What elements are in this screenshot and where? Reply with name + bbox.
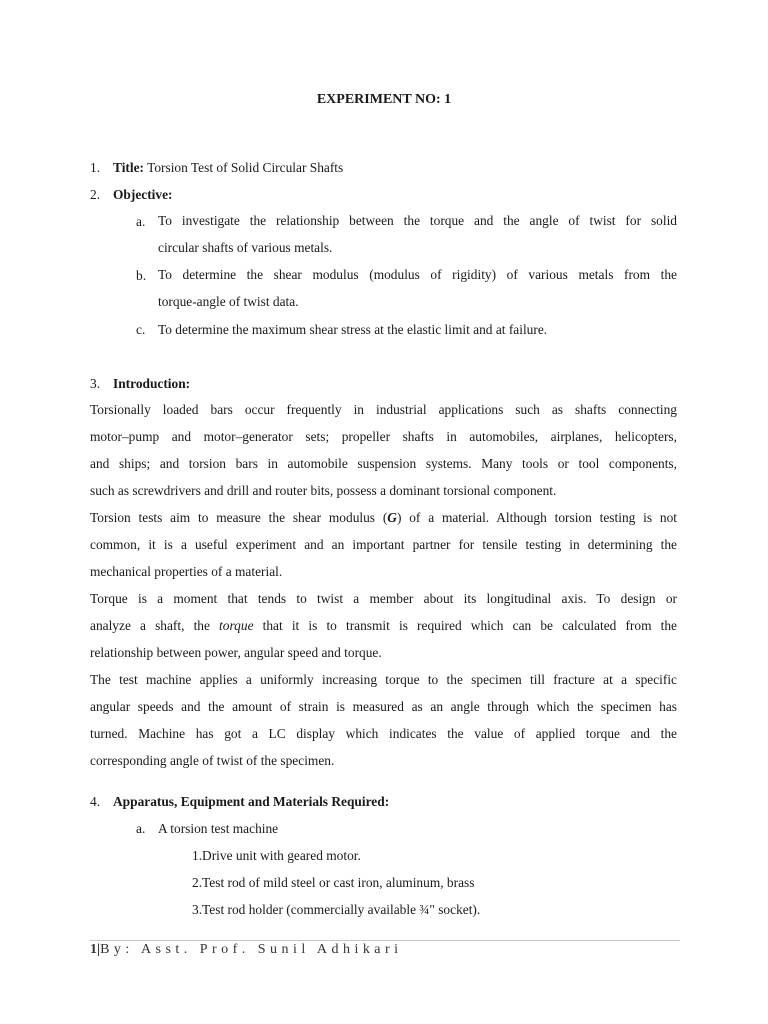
apparatus-a-text: A torsion test machine [158, 821, 279, 836]
intro-paragraph-2 [90, 504, 677, 585]
intro-p1-line1: Torsionally loaded bars occur frequently in industrial applications such as shafts connecting [90, 402, 677, 417]
objective-marker-b: b. [136, 268, 147, 283]
objective-marker-c: c. [136, 322, 146, 337]
footer-author: By: Asst. Prof. Sunil Adhikari [100, 942, 403, 957]
introduction-label: Introduction: [113, 376, 191, 391]
objective-item-a [158, 207, 677, 261]
intro-p3-pre: analyze a shaft, the [90, 618, 220, 633]
apparatus-label: Apparatus, Equipment and Materials Required: [113, 794, 390, 809]
apparatus-sub-item-3: 3.Test rod holder (commercially available ¾" socket). [192, 902, 481, 917]
intro-p3-line2 [90, 612, 677, 639]
page-footer [90, 942, 403, 958]
item-number-3: 3. [90, 376, 101, 391]
objective-item-b [158, 261, 677, 315]
intro-p2-post: ) of a material. Although torsion testing is not [396, 510, 677, 525]
apparatus-sub-item-2: 2.Test rod of mild steel or cast iron, aluminum, brass [192, 875, 475, 890]
page-title: EXPERIMENT NO: 1 [316, 92, 452, 107]
torque-emphasis: torque [219, 618, 254, 633]
intro-p4-line2: angular speeds and the amount of strain is measured as an angle through which the specimen has [90, 699, 677, 714]
title-label: Title: [113, 160, 144, 175]
intro-p2-line1 [90, 504, 677, 531]
intro-paragraph-3 [90, 585, 677, 666]
objective-b-line2: torque-angle of twist data. [158, 294, 299, 309]
intro-p4-line4: corresponding angle of twist of the specimen. [90, 753, 335, 768]
item-number-2: 2. [90, 187, 101, 202]
item-number-1: 1. [90, 160, 101, 175]
title-text: Torsion Test of Solid Circular Shafts [144, 160, 344, 175]
intro-p1-line3: and ships; and torsion bars in automobile suspension systems. Many tools or tool components, [90, 456, 677, 471]
page-number: 1 [90, 942, 97, 957]
item-number-4: 4. [90, 794, 101, 809]
intro-p4-line3: turned. Machine has got a LC display which indicates the value of applied torque and the [90, 726, 677, 741]
intro-p3-line1: Torque is a moment that tends to twist a member about its longitudinal axis. To design or [90, 591, 677, 606]
intro-p3-post: that it is to transmit is required which can be calculated from the [253, 618, 677, 633]
intro-p2-line2: common, it is a useful experiment and an important partner for tensile testing in determining the [90, 537, 677, 552]
intro-p1-line4: such as screwdrivers and drill and router bits, possess a dominant torsional component. [90, 483, 557, 498]
intro-paragraph-4 [90, 666, 677, 774]
intro-p3-line3: relationship between power, angular speed and torque. [90, 645, 382, 660]
shear-modulus-symbol: G [387, 510, 397, 525]
intro-p1-line2: motor–pump and motor–generator sets; propeller shafts in automobiles, airplanes, helicopters, [90, 429, 677, 444]
objective-label: Objective: [113, 187, 173, 202]
objective-a-line1: To investigate the relationship between the torque and the angle of twist for solid [158, 213, 677, 228]
intro-p2-pre: Torsion tests aim to measure the shear modulus ( [90, 510, 388, 525]
title-line [113, 160, 343, 176]
intro-paragraph-1 [90, 396, 677, 504]
apparatus-sub-item-1: 1.Drive unit with geared motor. [192, 848, 361, 863]
footer-divider [90, 940, 680, 941]
objective-a-line2: circular shafts of various metals. [158, 240, 333, 255]
intro-p2-line3: mechanical properties of a material. [90, 564, 283, 579]
objective-marker-a: a. [136, 214, 146, 229]
objective-c-text: To determine the maximum shear stress at the elastic limit and at failure. [158, 322, 548, 337]
objective-b-line1: To determine the shear modulus (modulus of rigidity) of various metals from the [158, 267, 677, 282]
apparatus-marker-a: a. [136, 821, 146, 836]
intro-p4-line1: The test machine applies a uniformly increasing torque to the specimen till fracture at a specific [90, 672, 677, 687]
footer-separator: | [97, 942, 101, 957]
